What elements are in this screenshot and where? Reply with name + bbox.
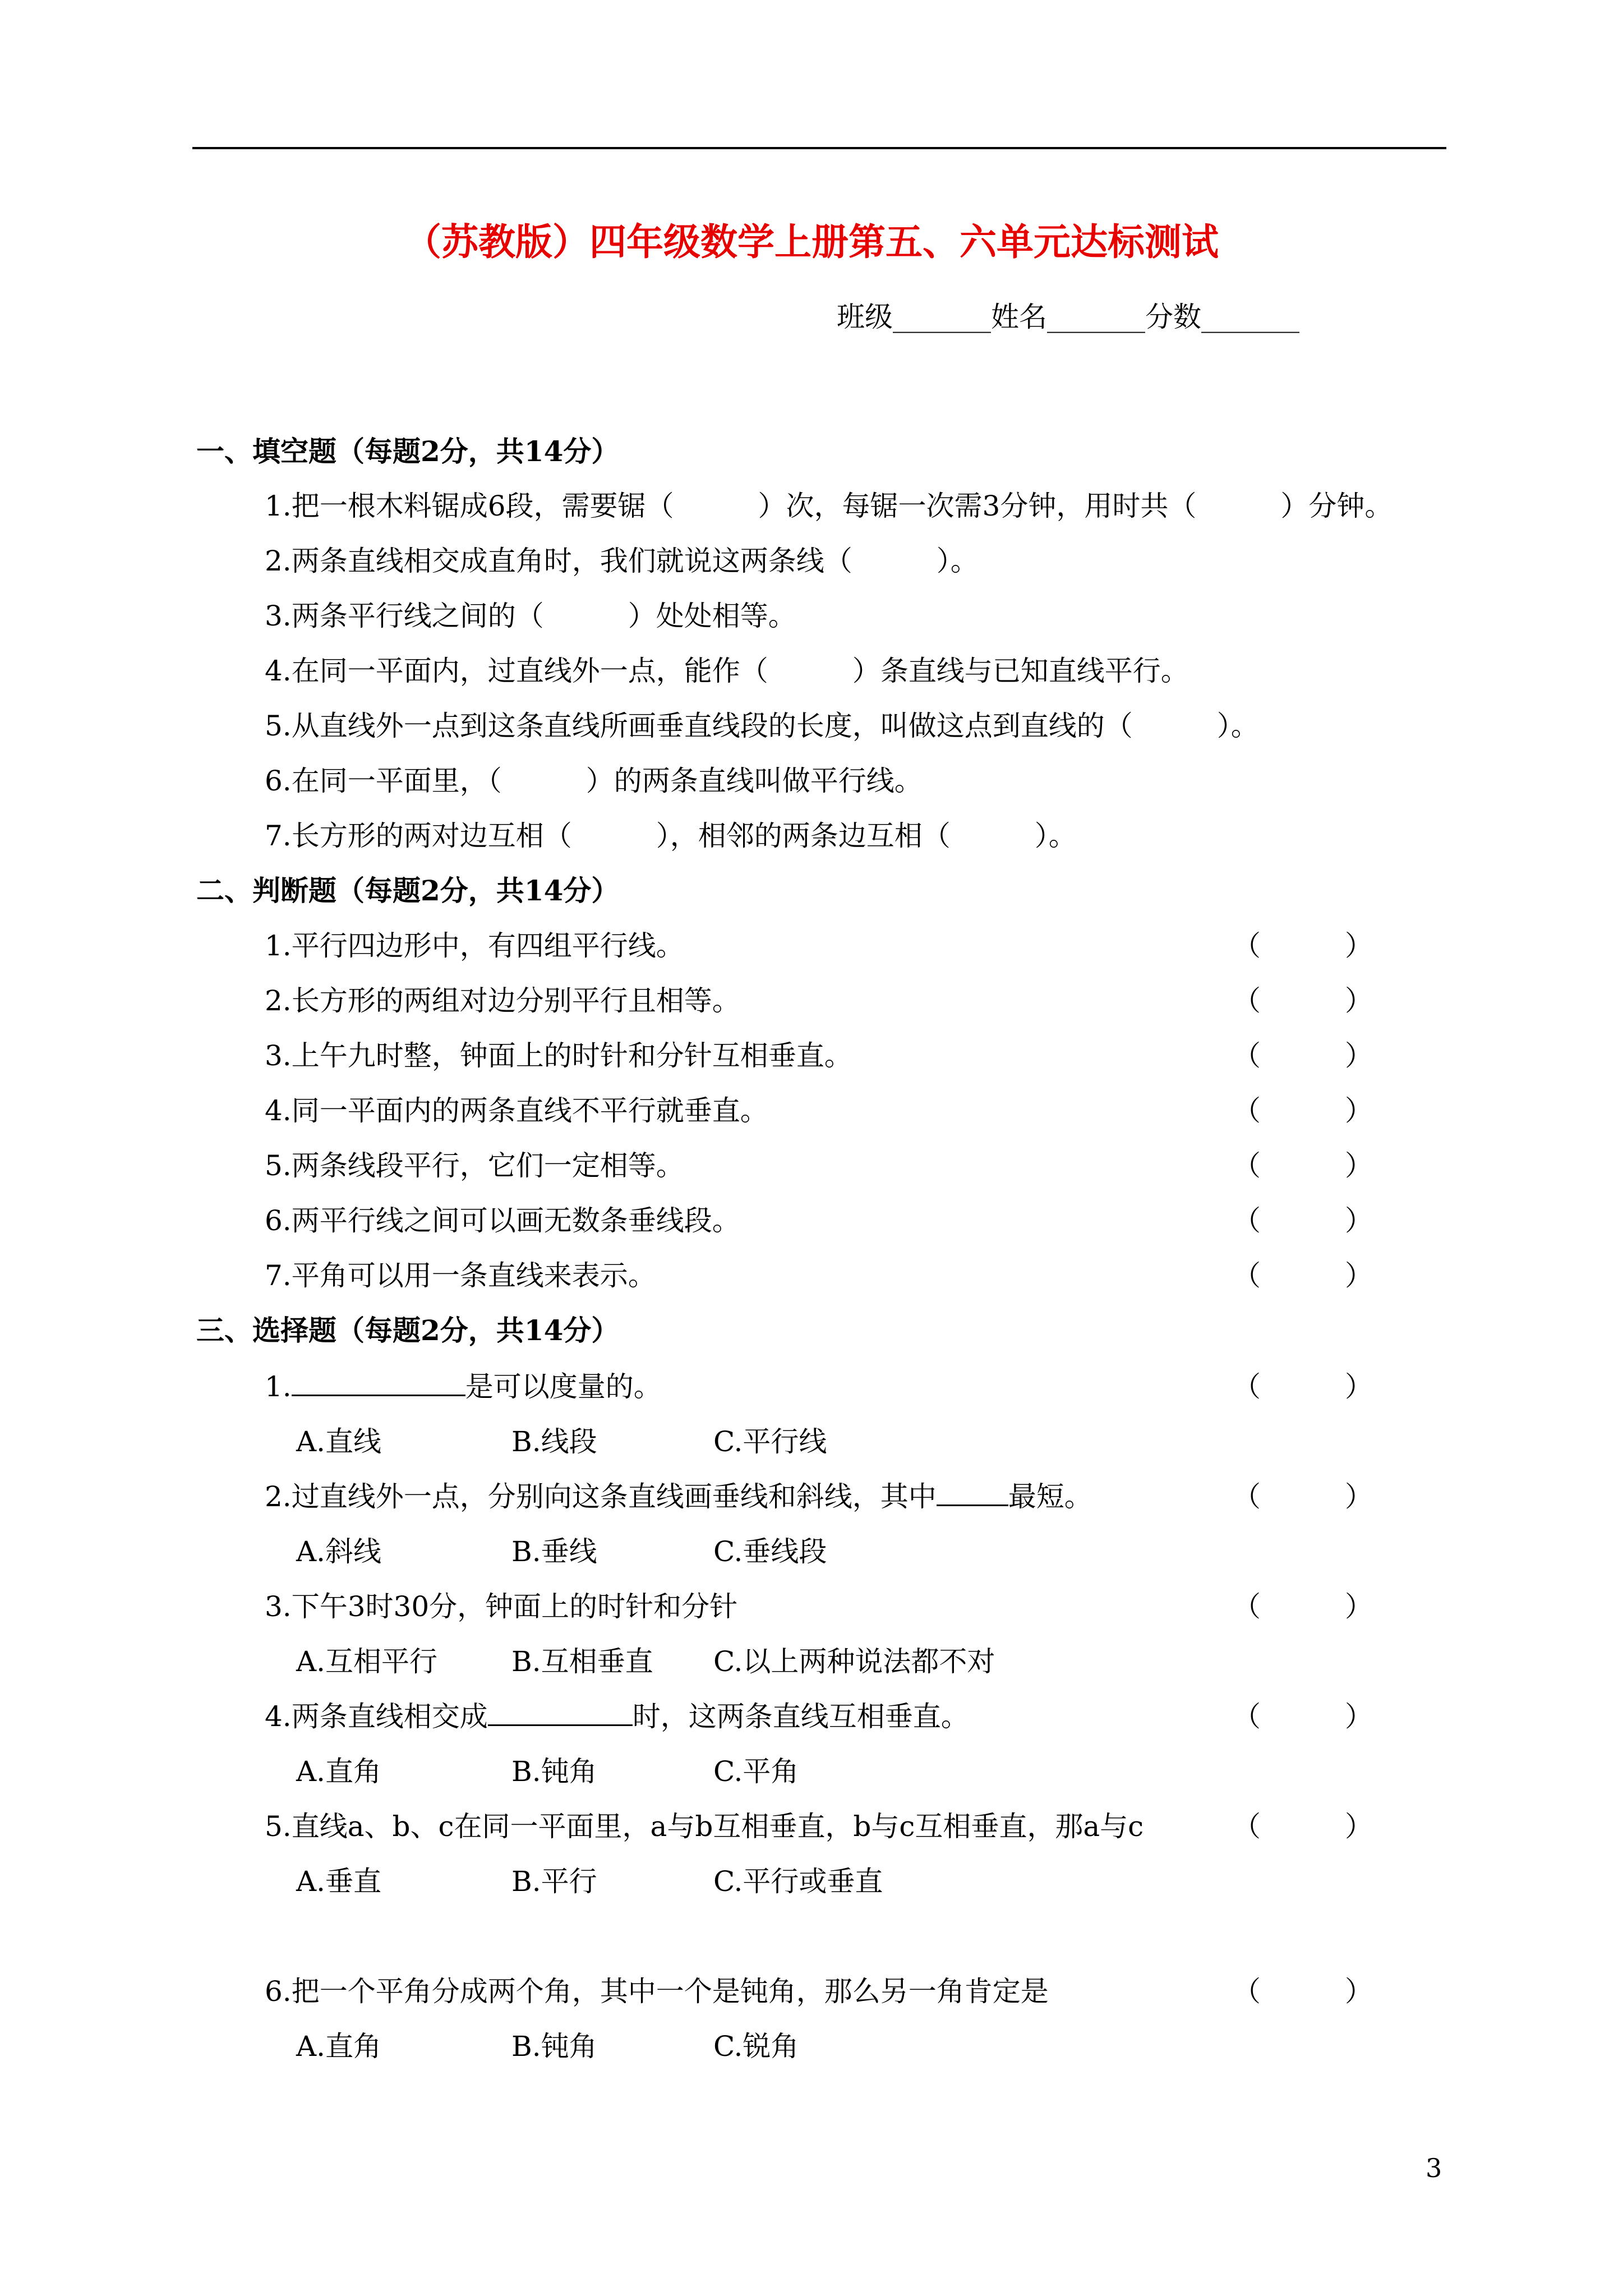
- option-a: A.直线: [296, 1425, 382, 1458]
- choice-question-2: [265, 1474, 1092, 1515]
- page-number: 3: [1426, 2153, 1442, 2183]
- option-c: C.锐角: [713, 2030, 799, 2063]
- option-c: C.垂线段: [713, 1535, 827, 1568]
- answer-bracket: （ ）: [1233, 1204, 1373, 1237]
- question-prefix: 2.过直线外一点，分别向这条直线画垂线和斜线，其中: [265, 1480, 937, 1513]
- question-suffix: 时，这两条直线互相垂直。: [632, 1700, 969, 1733]
- option-a: A.互相平行: [296, 1645, 438, 1678]
- answer-bracket: （ ）: [1233, 1975, 1373, 2008]
- option-a: A.垂直: [296, 1865, 382, 1898]
- answer-bracket: （ ）: [1233, 1370, 1373, 1403]
- question-prefix: 1.: [265, 1370, 292, 1403]
- judge-question-1: 1.平行四边形中，有四组平行线。: [265, 930, 684, 962]
- answer-bracket: （ ）: [1233, 1149, 1373, 1182]
- option-b: B.钝角: [511, 1755, 597, 1788]
- option-a: A.斜线: [296, 1535, 382, 1568]
- option-a: A.直角: [296, 1755, 382, 1788]
- answer-bracket: （ ）: [1233, 930, 1373, 962]
- fill-question-3: 3.两条平行线之间的（ ）处处相等。: [265, 600, 796, 632]
- judge-question-3: 3.上午九时整，钟面上的时针和分针互相垂直。: [265, 1039, 852, 1072]
- option-b: B.垂线: [511, 1535, 597, 1568]
- question-suffix: 是可以度量的。: [465, 1370, 662, 1403]
- section1-heading: 一、填空题（每题2分，共14分）: [196, 435, 620, 468]
- choice-question-3: 3.下午3时30分，钟面上的时针和分针: [265, 1590, 738, 1623]
- option-b: B.平行: [511, 1865, 597, 1898]
- option-c: C.平角: [713, 1755, 799, 1788]
- option-b: B.钝角: [511, 2030, 597, 2063]
- option-c: C.以上两种说法都不对: [713, 1645, 995, 1678]
- question-suffix: 最短。: [1008, 1480, 1092, 1513]
- judge-question-4: 4.同一平面内的两条直线不平行就垂直。: [265, 1094, 768, 1127]
- header-rule: [192, 147, 1446, 149]
- answer-blank: [488, 1700, 633, 1726]
- question-prefix: 4.两条直线相交成: [265, 1700, 488, 1733]
- section3-heading: 三、选择题（每题2分，共14分）: [196, 1314, 620, 1347]
- judge-question-7: 7.平角可以用一条直线来表示。: [265, 1259, 656, 1292]
- option-b: B.线段: [511, 1425, 597, 1458]
- student-info-fields: 班级_______姓名_______分数_______: [837, 301, 1299, 333]
- choice-question-1: [265, 1364, 662, 1405]
- option-a: A.直角: [296, 2030, 382, 2063]
- judge-question-5: 5.两条线段平行，它们一定相等。: [265, 1149, 684, 1182]
- answer-bracket: （ ）: [1233, 1259, 1373, 1292]
- answer-bracket: （ ）: [1233, 1810, 1373, 1843]
- section2-heading: 二、判断题（每题2分，共14分）: [196, 874, 620, 907]
- fill-question-7: 7.长方形的两对边互相（ ），相邻的两条边互相（ ）。: [265, 820, 1077, 852]
- answer-bracket: （ ）: [1233, 1480, 1373, 1513]
- choice-question-6: 6.把一个平角分成两个角，其中一个是钝角，那么另一角肯定是: [265, 1975, 1049, 2008]
- answer-blank: [937, 1480, 1008, 1506]
- option-c: C.平行线: [713, 1425, 827, 1458]
- answer-bracket: （ ）: [1233, 1590, 1373, 1623]
- fill-question-6: 6.在同一平面里，（ ）的两条直线叫做平行线。: [265, 765, 923, 797]
- choice-question-4: [265, 1694, 969, 1734]
- judge-question-6: 6.两平行线之间可以画无数条垂线段。: [265, 1204, 740, 1237]
- choice-question-5: 5.直线a、b、c在同一平面里，a与b互相垂直，b与c互相垂直，那a与c: [265, 1810, 1144, 1843]
- fill-question-1: 1.把一根木料锯成6段，需要锯（ ）次，每锯一次需3分钟，用时共（ ）分钟。: [265, 490, 1393, 522]
- answer-bracket: （ ）: [1233, 984, 1373, 1017]
- fill-question-2: 2.两条直线相交成直角时，我们就说这两条线（ ）。: [265, 545, 979, 577]
- answer-bracket: （ ）: [1233, 1094, 1373, 1127]
- answer-bracket: （ ）: [1233, 1700, 1373, 1733]
- answer-bracket: （ ）: [1233, 1039, 1373, 1072]
- option-c: C.平行或垂直: [713, 1865, 883, 1898]
- fill-question-5: 5.从直线外一点到这条直线所画垂直线段的长度，叫做这点到直线的（ ）。: [265, 710, 1259, 742]
- fill-question-4: 4.在同一平面内，过直线外一点，能作（ ）条直线与已知直线平行。: [265, 655, 1189, 687]
- judge-question-2: 2.长方形的两组对边分别平行且相等。: [265, 984, 740, 1017]
- answer-blank: [292, 1370, 465, 1396]
- option-b: B.互相垂直: [511, 1645, 653, 1678]
- page-title: （苏教版）四年级数学上册第五、六单元达标测试: [404, 220, 1219, 264]
